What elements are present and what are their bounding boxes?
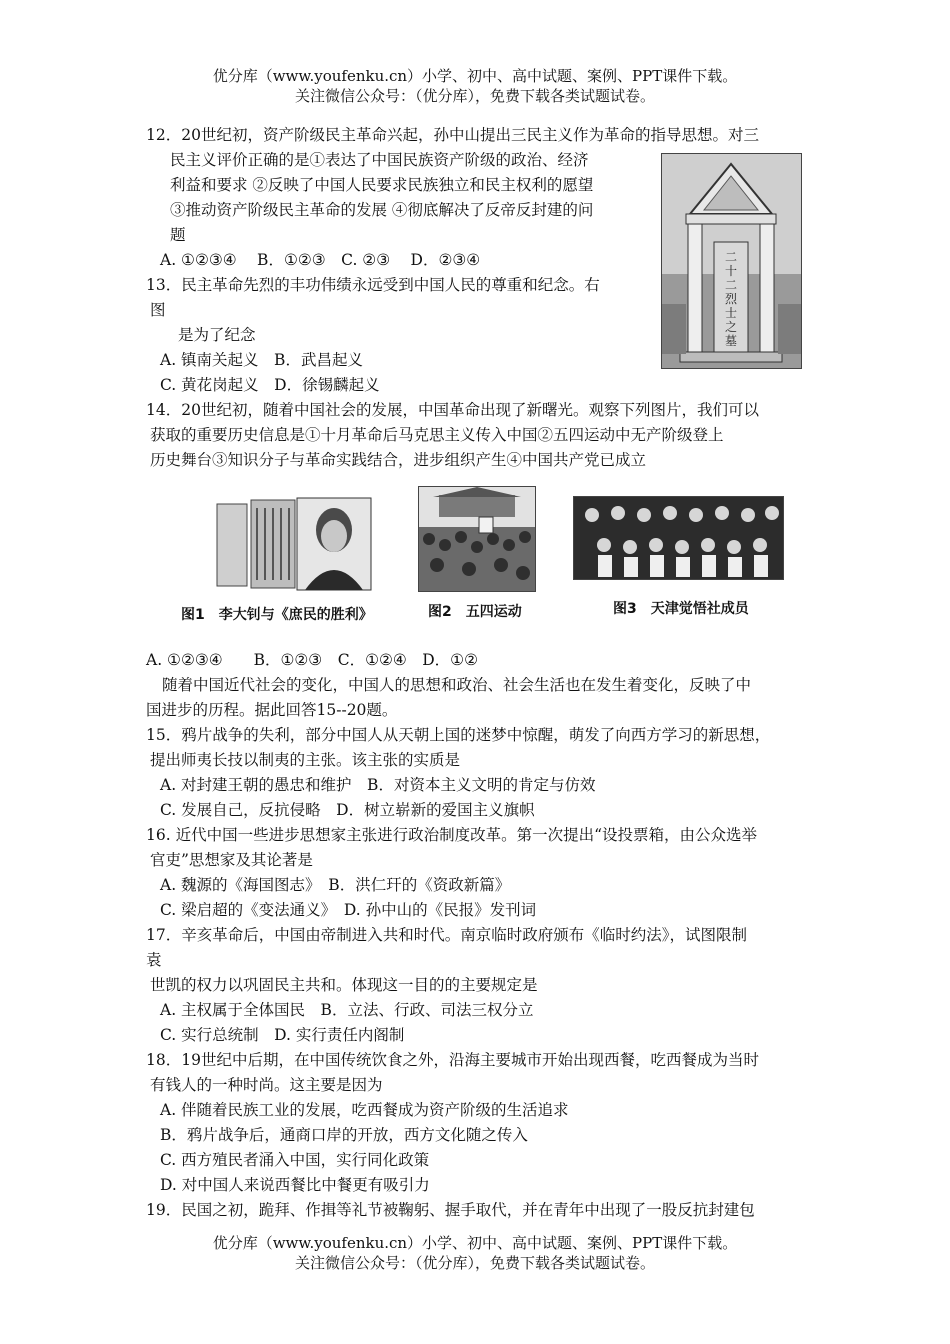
q14-line-3: 历史舞台③知识分子与革命实践结合，进步组织产生④中国共产党已成立 <box>150 451 647 469</box>
figure-3-caption: 图3 天津觉悟社成员 <box>613 601 749 617</box>
intro-line-2: 国进步的历程。据此回答15--20题。 <box>146 701 398 719</box>
q17-line-3: 世凯的权力以巩固民主共和。体现这一目的的主要规定是 <box>150 976 538 994</box>
q13-line-3: 是为了纪念 <box>178 326 256 344</box>
q14-options: A. ①②③④ B．①②③ C．①②④ D．①② <box>146 651 478 669</box>
figure-2-image <box>418 486 536 592</box>
q14-line-1: 14．20世纪初，随着中国社会的发展，中国革命出现了新曙光。观察下列图片，我们可以 <box>146 401 759 419</box>
q18-line-2: 有钱人的一种时尚。这主要是因为 <box>150 1076 383 1094</box>
q13-option-row-2: C. 黄花岗起义 D．徐锡麟起义 <box>160 376 380 394</box>
figure-1-caption: 图1 李大钊与《庶民的胜利》 <box>181 607 373 623</box>
q15-line-2: 提出师夷长技以制夷的主张。该主张的实质是 <box>150 751 461 769</box>
q12-line-4: ③推动资产阶级民主革命的发展 ④彻底解决了反帝反封建的问 <box>170 201 594 219</box>
q18-line-1: 18．19世纪中后期，在中国传统饮食之外，沿海主要城市开始出现西餐，吃西餐成为当时 <box>146 1051 759 1069</box>
q12-line-5: 题 <box>170 226 186 244</box>
q16-line-1: 16. 近代中国一些进步思想家主张进行政治制度改革。第一次提出“设投票箱，由公众选举 <box>146 826 758 844</box>
q18-option-c: C. 西方殖民者涌入中国，实行同化政策 <box>160 1151 430 1169</box>
q18-option-d: D. 对中国人来说西餐比中餐更有吸引力 <box>160 1176 430 1194</box>
q19-line-1: 19．民国之初，跪拜、作揖等礼节被鞠躬、握手取代，并在青年中出现了一股反抗封建包 <box>146 1201 755 1219</box>
q17-line-1: 17．辛亥革命后，中国由帝制进入共和时代。南京临时政府颁布《临时约法》，试图限制 <box>146 926 747 944</box>
q14-line-2: 获取的重要历史信息是①十月革命后马克思主义传入中国②五四运动中无产阶级登上 <box>150 426 724 444</box>
figure-3-image <box>573 496 784 580</box>
figure-2-illustration <box>419 487 535 591</box>
q13-line-1: 13．民主革命先烈的丰功伟绩永远受到中国人民的尊重和纪念。右 <box>146 276 600 294</box>
figure-2-caption: 图2 五四运动 <box>428 604 522 620</box>
q13-option-row-1: A. 镇南关起义 B．武昌起义 <box>160 351 363 369</box>
footer-line-2: 关注微信公众号：（优分库），免费下载各类试题试卷。 <box>294 1254 655 1272</box>
q18-option-b: B．鸦片战争后，通商口岸的开放，西方文化随之传入 <box>160 1126 528 1144</box>
monument-photo <box>661 153 802 369</box>
q16-option-row-2: C. 梁启超的《变法通义》 D. 孙中山的《民报》发刊词 <box>160 901 537 919</box>
q15-option-row-2: C. 发展自己，反抗侵略 D．树立崭新的爱国主义旗帜 <box>160 801 535 819</box>
header-line-2: 关注微信公众号：（优分库），免费下载各类试题试卷。 <box>294 87 655 105</box>
q18-option-a: A. 伴随着民族工业的发展，吃西餐成为资产阶级的生活追求 <box>160 1101 569 1119</box>
q12-line-1: 12．20世纪初，资产阶级民主革命兴起，孙中山提出三民主义作为革命的指导思想。对三 <box>146 126 759 144</box>
q13-line-2: 图 <box>150 301 166 319</box>
footer-line-1: 优分库（www.youfenku.cn）小学、初中、高中试题、案例、PPT课件下载。 <box>212 1234 738 1252</box>
q16-option-row-1: A. 魏源的《海国图志》 B．洪仁玕的《资政新篇》 <box>160 876 511 894</box>
q15-line-1: 15．鸦片战争的失利，部分中国人从天朝上国的迷梦中惊醒，萌发了向西方学习的新思想， <box>146 726 771 744</box>
figure-1-illustration <box>205 494 377 594</box>
intro-line-1: 随着中国近代社会的变化，中国人的思想和政治、社会生活也在发生着变化，反映了中 <box>162 676 752 694</box>
q15-option-row-1: A. 对封建王朝的愚忠和维护 B．对资本主义文明的肯定与仿效 <box>160 776 596 794</box>
monument-inscription: 二十二烈士之墓 <box>724 250 737 348</box>
figure-3-illustration <box>574 497 783 579</box>
q12-line-3: 利益和要求 ②反映了中国人民要求民族独立和民主权利的愿望 <box>170 176 594 194</box>
q17-option-row-2: C. 实行总统制 D. 实行责任内阁制 <box>160 1026 405 1044</box>
header-line-1: 优分库（www.youfenku.cn）小学、初中、高中试题、案例、PPT课件下载。 <box>212 67 738 85</box>
q17-option-row-1: A. 主权属于全体国民 B．立法、行政、司法三权分立 <box>160 1001 534 1019</box>
q16-line-2: 官吏”思想家及其论著是 <box>150 851 313 869</box>
q17-line-2: 袁 <box>146 951 162 969</box>
q12-options: A. ①②③④ B．①②③ C. ②③ D．②③④ <box>160 251 481 269</box>
figure-1-image <box>205 494 377 594</box>
q12-line-2: 民主义评价正确的是①表达了中国民族资产阶级的政治、经济 <box>170 151 589 169</box>
